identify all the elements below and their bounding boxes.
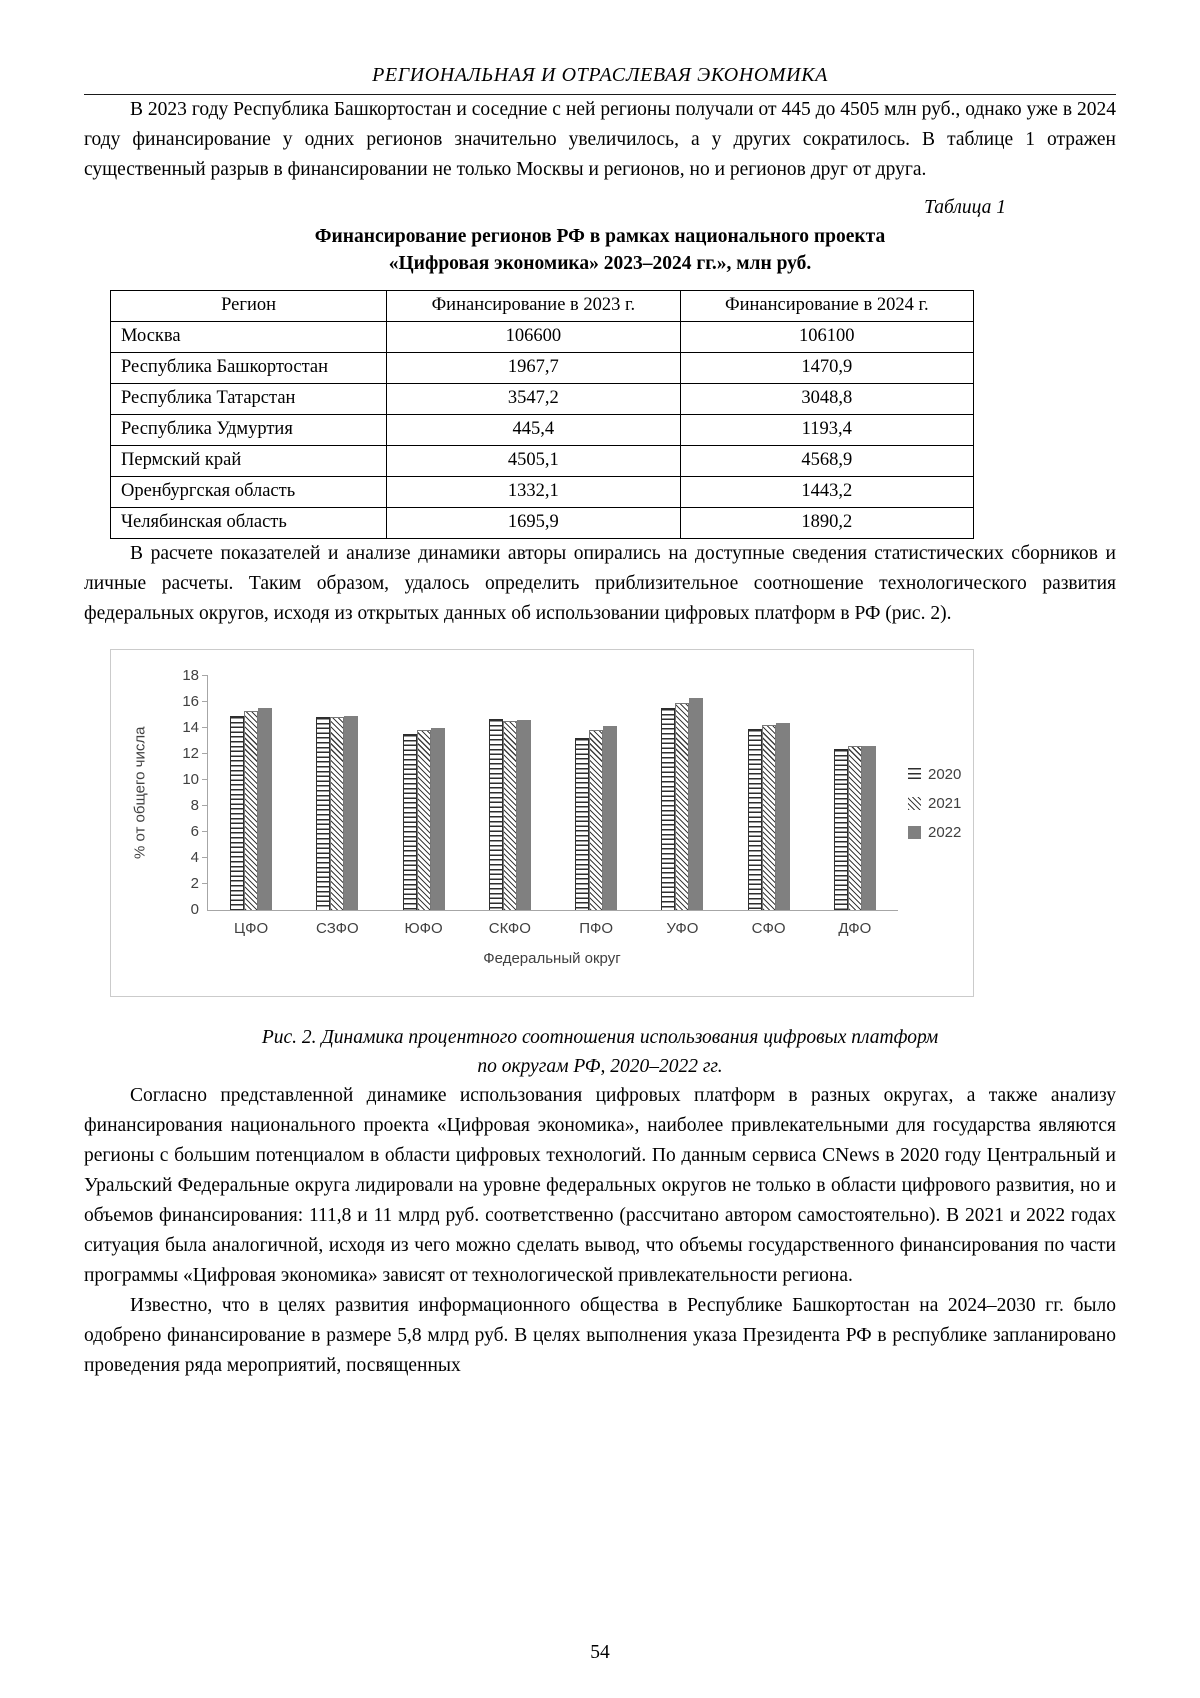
- paragraph-analysis: Согласно представленной динамике использования цифровых платформ в разных округах, а также анализу финансирования национального проекта «Цифровая экономика», наиболее привлекательными для государства являются регионы с большим потенциалом в области цифровых технологий. По данным сервиса CNews в 2020 году Центральный и Уральский Федеральные округа лидировали на уровне федеральных округов не только в области цифрового развития, но и объемов финансирования: 111,8 и 11 млрд руб. соответственно (рассчитано автором самостоятельно). В 2021 и 2022 годах ситуация была аналогичной, исходя из чего можно сделать вывод, что объемы государственного финансирования по части программы «Цифровая экономика» зависят от технологической привлекательности региона.: [84, 1085, 1116, 1287]
- value-cell: 445,4: [387, 414, 680, 445]
- bar-2022-УФО: [689, 698, 703, 910]
- value-cell: 1332,1: [387, 476, 680, 507]
- bar-2020-ПФО: [575, 738, 589, 910]
- region-cell: Москва: [111, 321, 387, 352]
- bar-2022-СЗФО: [344, 716, 358, 910]
- bar-2020-ЮФО: [403, 734, 417, 910]
- legend-label: 2022: [928, 823, 962, 841]
- page-number: 54: [590, 1642, 610, 1663]
- bar-2021-ПФО: [589, 730, 603, 909]
- bar-2020-ДФО: [834, 749, 848, 910]
- paragraph-method: В расчете показателей и анализе динамики авторы опирались на доступные сведения статистических сборников и личные расчеты. Таким образом, удалось определить приблизительное соотношение технологического развития федеральных округов, исходя из открытых данных об использовании цифровых платформ в РФ (рис. 2).: [84, 542, 1116, 624]
- x-tick-label: ПФО: [579, 919, 614, 937]
- bar-2021-СЗФО: [330, 717, 344, 909]
- x-tick-label: СФО: [751, 919, 786, 937]
- bar-2021-СКФО: [503, 721, 517, 910]
- paragraph-intro: В 2023 году Республика Башкортостан и соседние с ней регионы получали от 445 до 4505 млн руб., однако уже в 2024 году финансирование у одних регионов значительно увеличилось, а у других сократилось. В таблице 1 отражен существенный разрыв в финансировании не только Москвы и регионов, но и регионов друг от друга.: [84, 99, 1116, 181]
- bar-2022-ЦФО: [258, 708, 272, 910]
- table-header-cell: Регион: [111, 290, 387, 321]
- figure-caption-line1: Рис. 2. Динамика процентного соотношения использования цифровых платформ: [261, 1026, 939, 1048]
- table-label: Таблица 1: [924, 197, 1006, 219]
- y-tick-label: 14: [182, 718, 199, 736]
- table-title-line1: Финансирование регионов РФ в рамках национального проекта: [314, 226, 886, 248]
- value-cell: 3048,8: [680, 383, 973, 414]
- x-tick-label: УФО: [666, 919, 699, 937]
- bar-2021-ДФО: [848, 746, 862, 910]
- bar-2021-СФО: [762, 725, 776, 910]
- bar-2021-ЦФО: [244, 711, 258, 910]
- y-tick-mark: [202, 805, 208, 806]
- table-row: [111, 321, 974, 352]
- table-row: [111, 476, 974, 507]
- value-cell: 106100: [680, 321, 973, 352]
- bar-2020-СКФО: [489, 719, 503, 910]
- bar-2020-ЦФО: [230, 716, 244, 910]
- y-axis-title: % от общего числа: [131, 726, 149, 859]
- bar-2021-ЮФО: [417, 730, 431, 909]
- value-cell: 4568,9: [680, 445, 973, 476]
- legend-swatch-icon: [908, 797, 921, 810]
- value-cell: 4505,1: [387, 445, 680, 476]
- region-cell: Республика Удмуртия: [111, 414, 387, 445]
- y-tick-mark: [202, 883, 208, 884]
- figure-caption: [84, 1023, 1116, 1082]
- paragraph-conclusion: Известно, что в целях развития информационного общества в Республике Башкортостан на 2024–2030 гг. было одобрено финансирование в размере 5,8 млрд руб. В целях выполнения указа Президента РФ в республике запланировано проведения ряда мероприятий, посвященных: [84, 1295, 1116, 1377]
- x-tick-label: СКФО: [488, 919, 531, 937]
- bar-2022-ДФО: [862, 746, 876, 910]
- y-tick-mark: [202, 701, 208, 702]
- region-cell: Оренбургская область: [111, 476, 387, 507]
- bar-2020-СЗФО: [316, 717, 330, 909]
- region-cell: Республика Башкортостан: [111, 352, 387, 383]
- x-tick-label: СЗФО: [316, 919, 359, 937]
- running-head: РЕГИОНАЛЬНАЯ И ОТРАСЛЕВАЯ ЭКОНОМИКА: [84, 64, 1116, 95]
- table-row: [111, 383, 974, 414]
- y-tick-label: 0: [190, 900, 199, 918]
- table-title-line2: «Цифровая экономика» 2023–2024 гг.», млн руб.: [388, 253, 812, 275]
- bar-2022-СФО: [776, 723, 790, 910]
- y-tick-label: 10: [182, 770, 199, 788]
- bar-2022-ПФО: [603, 726, 617, 909]
- figure-caption-line2: по округам РФ, 2020–2022 гг.: [477, 1055, 723, 1077]
- legend-label: 2020: [928, 765, 962, 783]
- legend-swatch-icon: [908, 826, 921, 839]
- region-cell: Республика Татарстан: [111, 383, 387, 414]
- table-header-cell: Финансирование в 2023 г.: [387, 290, 680, 321]
- value-cell: 3547,2: [387, 383, 680, 414]
- bar-2020-СФО: [748, 729, 762, 910]
- table-row: [111, 507, 974, 538]
- x-tick-label: ЮФО: [404, 919, 443, 937]
- legend-swatch-icon: [908, 768, 921, 781]
- value-cell: 1695,9: [387, 507, 680, 538]
- y-tick-label: 6: [190, 822, 199, 840]
- bar-2021-УФО: [675, 703, 689, 910]
- legend-item-2020: [908, 766, 961, 783]
- legend-label: 2021: [928, 794, 962, 812]
- bar-2020-УФО: [661, 708, 675, 910]
- y-tick-label: 4: [190, 848, 199, 866]
- table-body: [111, 321, 974, 538]
- legend-item-2022: [908, 824, 961, 841]
- y-tick-mark: [202, 753, 208, 754]
- chart-legend: [908, 766, 961, 841]
- y-tick-mark: [202, 675, 208, 676]
- y-tick-label: 12: [182, 744, 199, 762]
- y-tick-mark: [202, 727, 208, 728]
- y-tick-label: 18: [182, 666, 199, 684]
- bar-2022-ЮФО: [431, 728, 445, 910]
- table-row: [111, 414, 974, 445]
- y-tick-label: 2: [190, 874, 199, 892]
- table-row: [111, 352, 974, 383]
- bar-2022-СКФО: [517, 720, 531, 910]
- plot-area: [182, 666, 898, 937]
- y-tick-label: 8: [190, 796, 199, 814]
- x-tick-label: ЦФО: [234, 919, 269, 937]
- table-header-row: [111, 290, 974, 321]
- y-tick-mark: [202, 857, 208, 858]
- y-tick-label: 16: [182, 692, 199, 710]
- y-tick-mark: [202, 831, 208, 832]
- x-tick-label: ДФО: [838, 919, 872, 937]
- table-header-cell: Финансирование в 2024 г.: [680, 290, 973, 321]
- region-cell: Пермский край: [111, 445, 387, 476]
- table-row: [111, 445, 974, 476]
- value-cell: 1890,2: [680, 507, 973, 538]
- financing-table: [110, 290, 974, 539]
- y-tick-mark: [202, 779, 208, 780]
- value-cell: 106600: [387, 321, 680, 352]
- value-cell: 1470,9: [680, 352, 973, 383]
- x-axis-title: Федеральный округ: [483, 949, 621, 967]
- legend-item-2021: [908, 795, 961, 812]
- region-cell: Челябинская область: [111, 507, 387, 538]
- value-cell: 1193,4: [680, 414, 973, 445]
- figure-chart: [110, 649, 974, 997]
- value-cell: 1443,2: [680, 476, 973, 507]
- table-title: [84, 223, 1116, 278]
- value-cell: 1967,7: [387, 352, 680, 383]
